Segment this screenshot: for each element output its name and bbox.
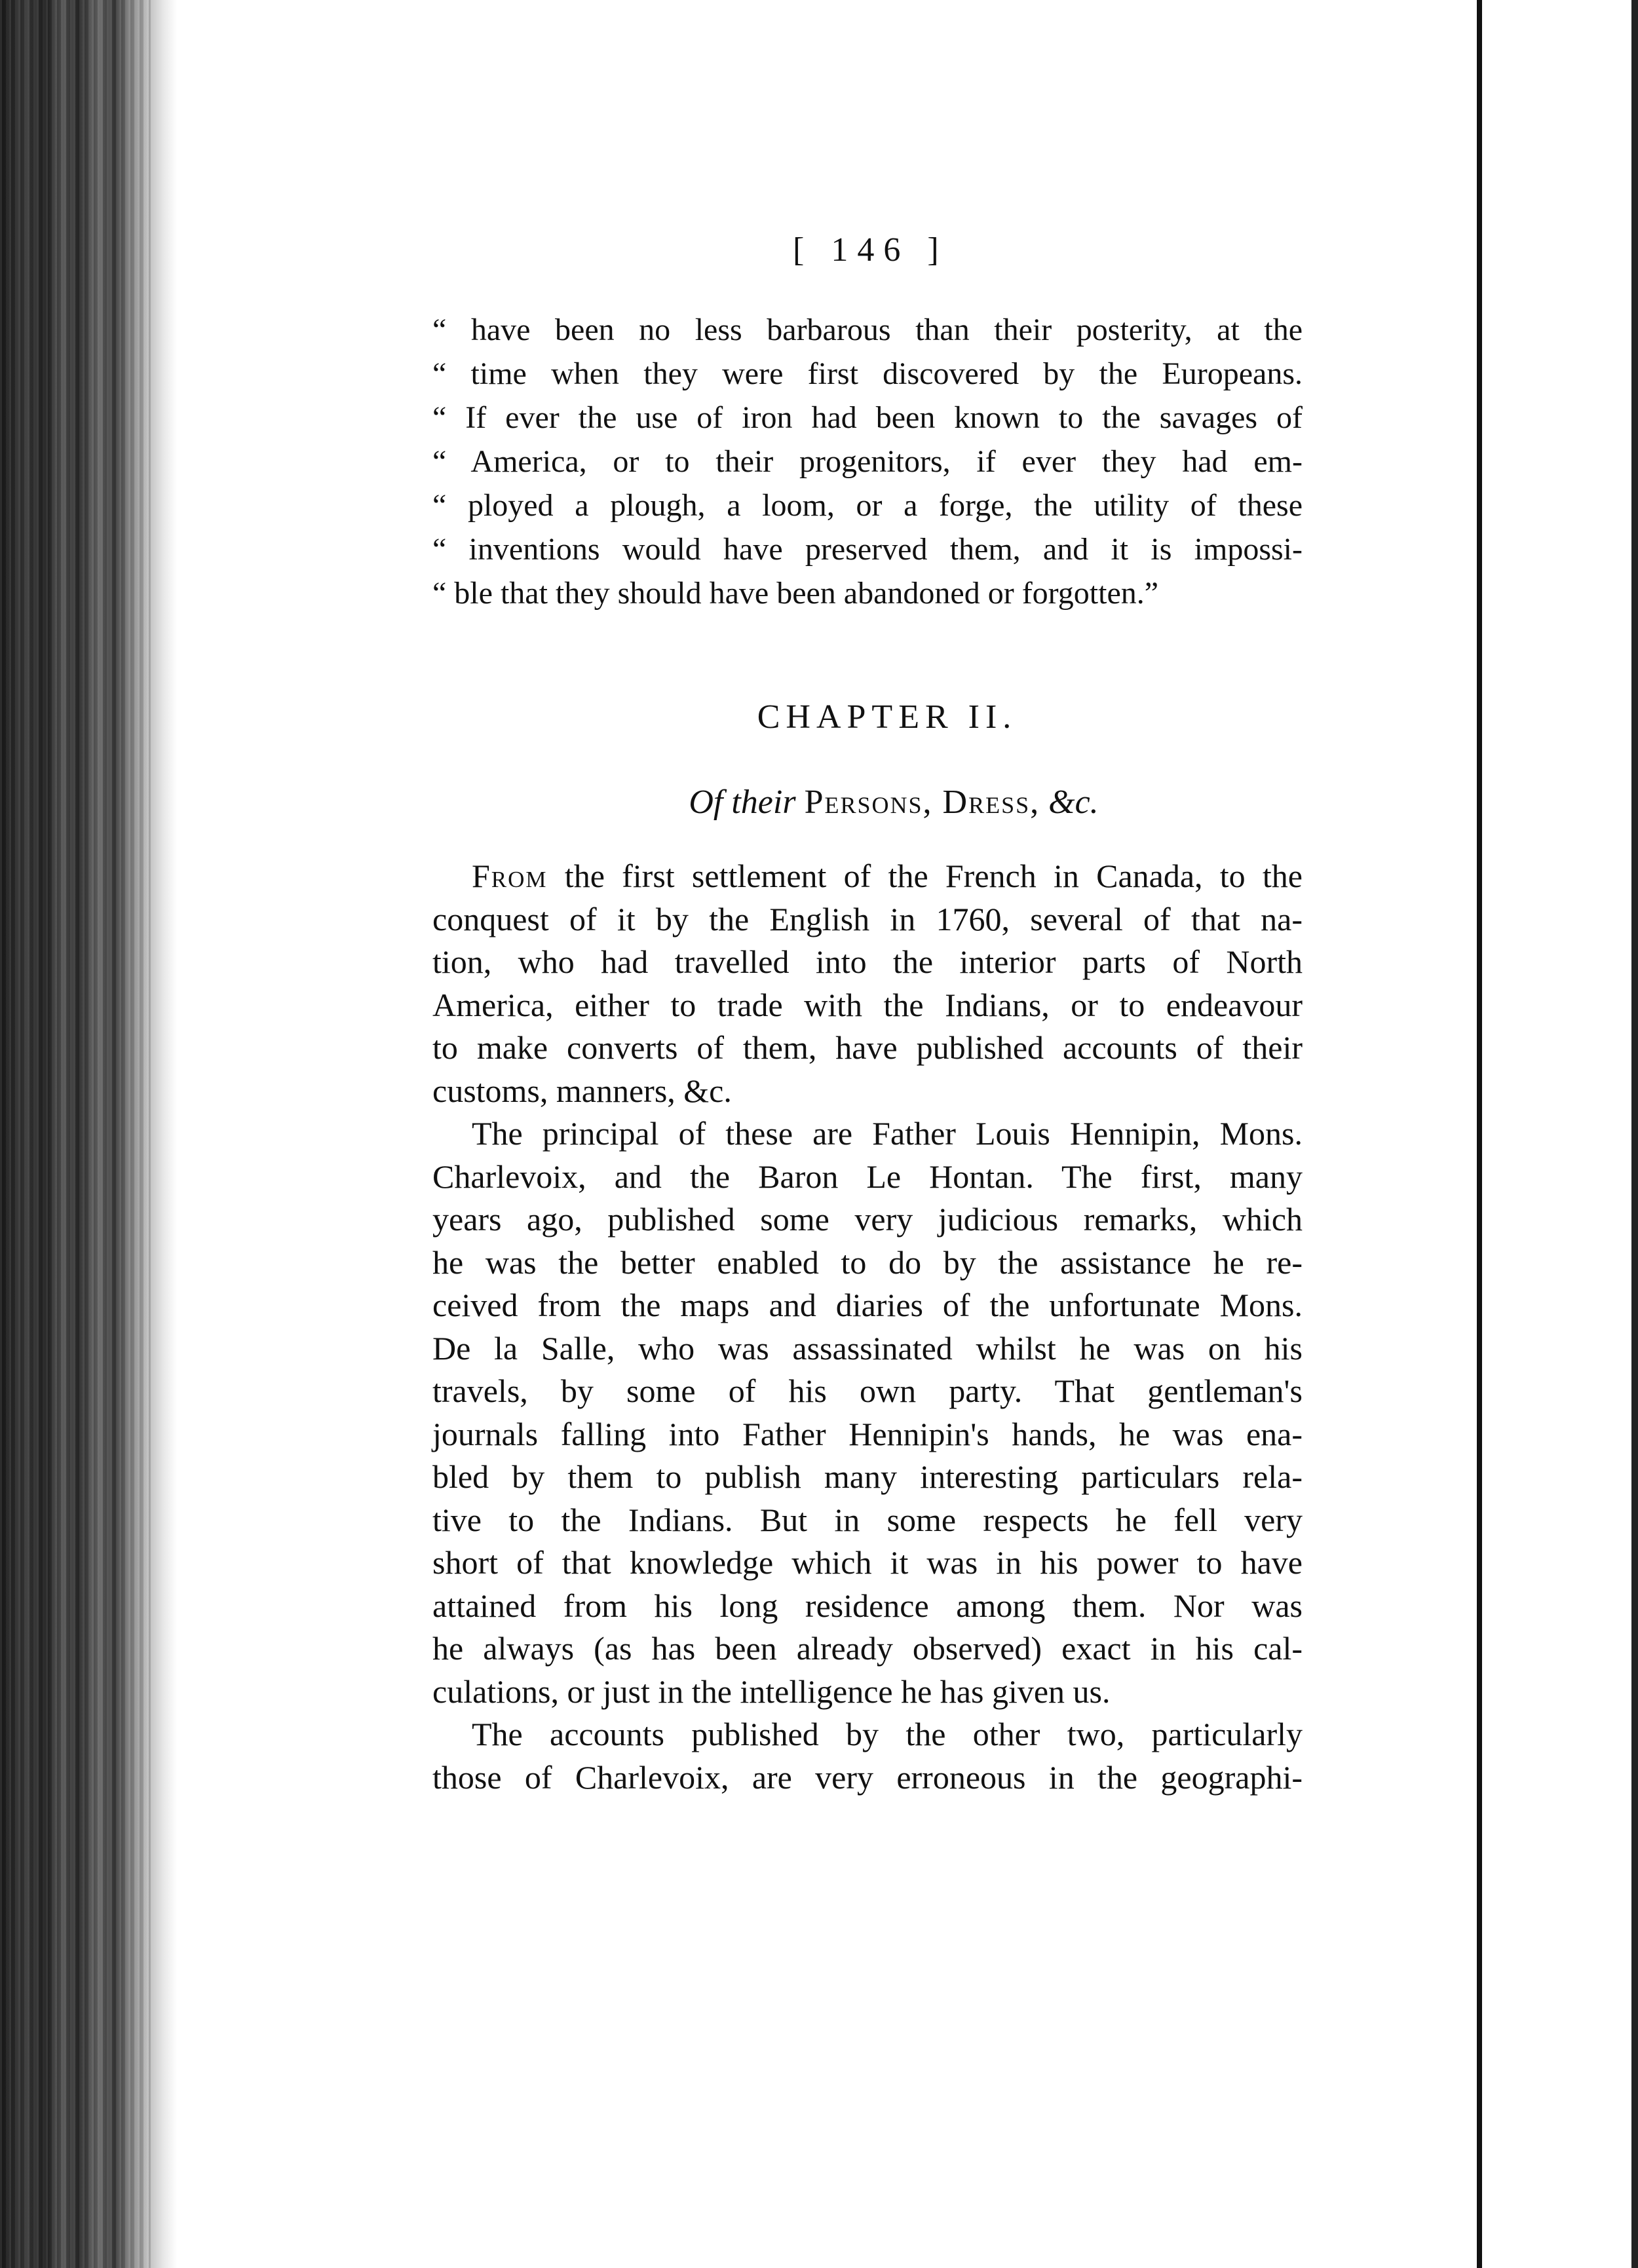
body-line: tive to the Indians. But in some respects he fell very bbox=[432, 1501, 1303, 1538]
body-line: The accounts published by the other two, particularly bbox=[472, 1716, 1303, 1752]
chapter-title: CHAPTER II. bbox=[757, 698, 1018, 736]
quotation-block bbox=[432, 308, 1303, 615]
chapter-subtitle-prefix: Of their bbox=[689, 784, 796, 821]
quote-line: “ America, or to their progenitors, if ever they had em- bbox=[432, 444, 1303, 479]
quote-line: “ If ever the use of iron had been known to the savages of bbox=[432, 400, 1303, 435]
body-line: he always (as has been already observed) exact in his cal- bbox=[432, 1630, 1303, 1667]
body-line: journals falling into Father Hennipin's hands, he was ena- bbox=[432, 1415, 1303, 1452]
body-line: those of Charlevoix, are very erroneous in the geographi- bbox=[432, 1758, 1303, 1796]
body-line: ceived from the maps and diaries of the unfortunate Mons. bbox=[432, 1287, 1303, 1323]
body-line: attained from his long residence among them. Nor was bbox=[432, 1587, 1303, 1624]
body-line-first-rest: the first settlement of the French in Canada, to the bbox=[547, 858, 1303, 894]
facing-page bbox=[1482, 0, 1638, 2268]
body-line: customs, manners, &c. bbox=[432, 1072, 732, 1109]
facing-page-shadow bbox=[1631, 0, 1638, 2268]
body-line: tion, who had travelled into the interior parts of North bbox=[432, 943, 1303, 980]
chapter-subtitle-main: Persons, Dress, bbox=[804, 784, 1040, 821]
body-line: conquest of it by the English in 1760, several of that na- bbox=[432, 900, 1303, 937]
chapter-subtitle bbox=[432, 783, 1303, 822]
quote-line: “ have been no less barbarous than their posterity, at the bbox=[432, 312, 1303, 347]
body-line: Charlevoix, and the Baron Le Hontan. The first, many bbox=[432, 1158, 1303, 1195]
body-line: short of that knowledge which it was in his power to have bbox=[432, 1544, 1303, 1581]
running-head: [ 146 ] bbox=[793, 231, 948, 269]
body-text bbox=[432, 855, 1303, 1799]
body-line: bled by them to publish many interesting particulars rela- bbox=[432, 1458, 1303, 1495]
body-line-first bbox=[432, 855, 1303, 898]
first-word: From bbox=[472, 858, 548, 894]
quote-line: “ inventions would have preserved them, and it is impossi- bbox=[432, 532, 1303, 567]
quote-line: “ ployed a plough, a loom, or a forge, the utility of these bbox=[432, 488, 1303, 523]
chapter-subtitle-suffix: &c. bbox=[1048, 784, 1099, 821]
body-line: De la Salle, who was assassinated whilst he was on his bbox=[432, 1329, 1303, 1367]
quote-line: “ ble that they should have been abandoned or forgotten.” bbox=[432, 576, 1159, 611]
facing-page-edge bbox=[1477, 0, 1482, 2268]
body-line: travels, by some of his own party. That gentleman's bbox=[432, 1372, 1303, 1409]
body-line: America, either to trade with the Indians, or to endeavour bbox=[432, 986, 1303, 1023]
quote-line: “ time when they were first discovered by the Europeans. bbox=[432, 356, 1303, 391]
body-line: culations, or just in the intelligence he has given us. bbox=[432, 1673, 1111, 1710]
body-line: The principal of these are Father Louis Hennipin, Mons. bbox=[472, 1115, 1303, 1152]
body-line: to make converts of them, have published accounts of their bbox=[432, 1029, 1303, 1066]
body-line: he was the better enabled to do by the assistance he re- bbox=[432, 1243, 1303, 1281]
body-line: years ago, published some very judicious remarks, which bbox=[432, 1201, 1303, 1238]
book-spine-texture bbox=[0, 0, 151, 2268]
